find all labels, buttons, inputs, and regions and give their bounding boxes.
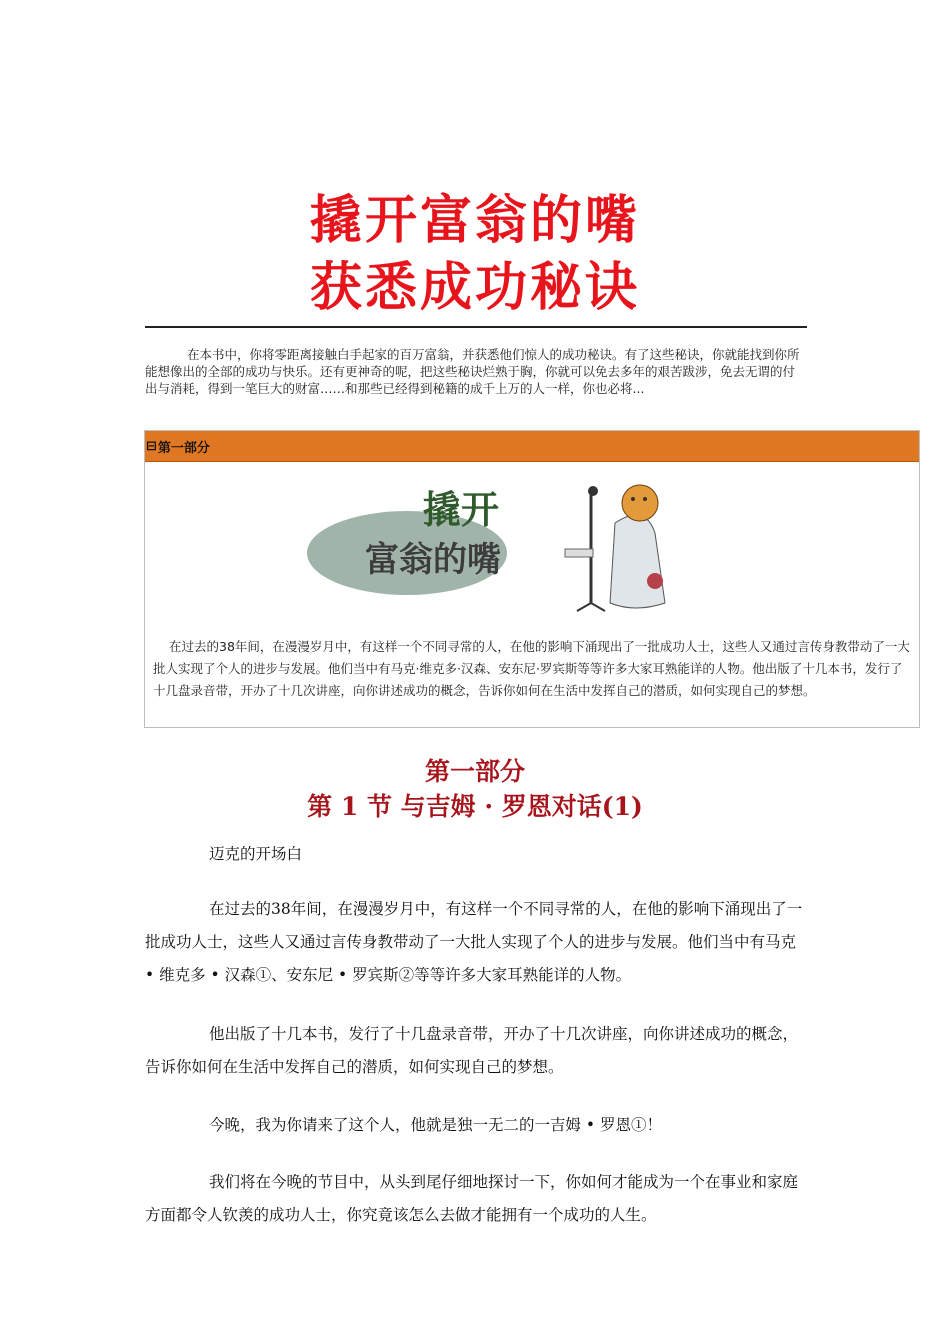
banner-title-line1: 撬开 [423, 487, 500, 532]
collapse-icon[interactable]: ⊟ [146, 438, 157, 454]
page-title-line2: 获悉成功秘诀 [309, 257, 640, 318]
body-paragraph-5: 我们将在今晚的节目中，从头到尾仔细地探讨一下，你如何才能成为一个在事业和家庭方面都令人钦羡的成功人士，你究竟该怎么去做才能拥有一个成功的人生。 [145, 1173, 799, 1224]
body-paragraph-1: 迈克的开场白 [209, 845, 303, 863]
body-paragraph-4: 今晚，我为你请来了这个人，他就是独一无二的一吉姆 • 罗恩①！ [209, 1116, 662, 1134]
section-chapter-title: 第 1 节 与吉姆 · 罗恩对话(1) [307, 792, 643, 821]
body-paragraph-3: 他出版了十几本书，发行了十几盘录音带，开办了十几次讲座，向你讲述成功的概念，告诉你如何在生活中发挥自己的潜质，如何实现自己的梦想。 [145, 1025, 799, 1076]
intro-paragraph [145, 346, 807, 397]
part-one-header [145, 431, 919, 462]
part-one-summary: 在过去的38年间，在漫漫岁月中，有这样一个不同寻常的人，在他的影响下涌现出了一批成功人士，这些人又通过言传身教带动了一大批人实现了个人的进步与发展。他们当中有马克·维克多·汉森、安东尼·罗宾斯等等许多大家耳熟能详的人物。他出版了十几本书，发行了十几盘录音带，开办了十几次讲座，向你讲述成功的概念，告诉你如何在生活中发挥自己的潜质，如何实现自己的梦想。 [153, 639, 910, 698]
speaker-illustration [565, 485, 665, 611]
banner-title-line2: 富翁的嘴 [365, 540, 501, 580]
title-divider [145, 326, 807, 328]
body-paragraph-2: 在过去的38年间，在漫漫岁月中，有这样一个不同寻常的人，在他的影响下涌现出了一批成功人士，这些人又通过言传身教带动了一大批人实现了个人的进步与发展。他们当中有马克 • 维克多 • 汉森①、安东尼 • 罗宾斯②等等许多大家耳熟能详的人物。 [145, 900, 803, 984]
intro-text: 在本书中，你将零距离接触白手起家的百万富翁，并获悉他们惊人的成功秘诀。有了这些秘诀，你就能找到你所能想像出的全部的成功与快乐。还有更神奇的呢，把这些秘诀烂熟于胸，你就可以免去多年的艰苦跋涉，免去无谓的付出与消耗，得到一笔巨大的财富……和那些已经得到秘籍的成千上万的人一样，你也必将... [145, 347, 800, 396]
part-one-box [144, 430, 920, 728]
page-title-line1: 撬开富翁的嘴 [309, 190, 640, 251]
section-part-title: 第一部分 [424, 757, 525, 786]
part-one-header-label: 第一部分 [157, 440, 210, 456]
banner-image [145, 463, 921, 623]
